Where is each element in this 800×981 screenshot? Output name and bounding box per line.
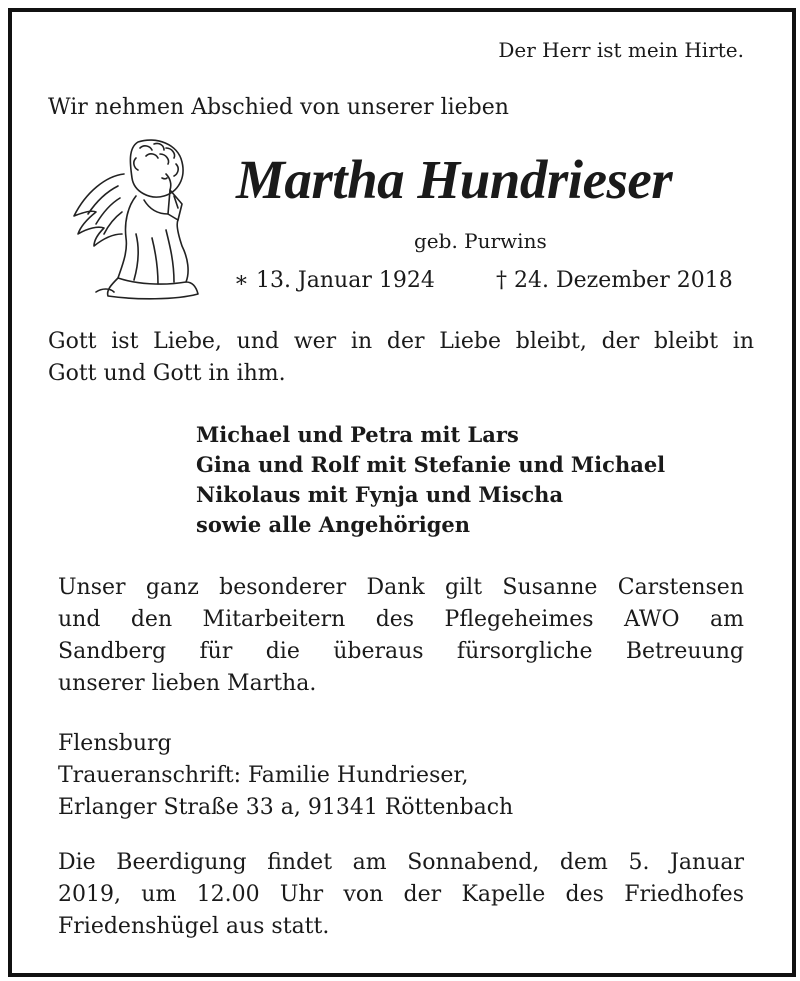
bible-verse (48, 326, 754, 390)
funeral-info (58, 847, 744, 943)
death-date: † 24. Dezember 2018 (496, 268, 733, 293)
thanks-line: Sandberg für die überaus fürsorgliche Betreuung (58, 639, 744, 664)
praying-angel-icon (66, 134, 206, 304)
intro-text: Wir nehmen Abschied von unserer lieben (48, 95, 509, 120)
verse-line: Gott und Gott in ihm. (48, 361, 286, 386)
address-line: Traueranschrift: Familie Hundrieser, (58, 763, 469, 788)
address-city: Flensburg (58, 731, 172, 756)
mourner-line: Nikolaus mit Fynja und Mischa (196, 482, 564, 507)
funeral-line: 2019, um 12.00 Uhr von der Kapelle des Friedhofes (58, 882, 744, 907)
motto: Der Herr ist mein Hirte. (498, 38, 744, 62)
birth-date: ∗ 13. Januar 1924 (234, 268, 435, 293)
deceased-name: Martha Hundrieser (236, 149, 673, 210)
thanks-line: Unser ganz besonderer Dank gilt Susanne Carstensen (58, 575, 744, 600)
verse-line: Gott ist Liebe, und wer in der Liebe bleibt, der bleibt in (48, 329, 754, 354)
mourning-address (58, 728, 513, 824)
funeral-line: Friedenshügel aus statt. (58, 914, 330, 939)
maiden-name: geb. Purwins (414, 229, 547, 253)
mourners-list (196, 420, 665, 540)
funeral-line: Die Beerdigung findet am Sonnabend, dem 5. Januar (58, 850, 744, 875)
thanks-paragraph (58, 572, 744, 700)
address-line: Erlanger Straße 33 a, 91341 Röttenbach (58, 795, 514, 820)
mourner-line: Michael und Petra mit Lars (196, 422, 519, 447)
thanks-line: unserer lieben Martha. (58, 671, 317, 696)
mourner-line: sowie alle Angehörigen (196, 512, 471, 537)
thanks-line: und den Mitarbeitern des Pflegeheimes AWO am (58, 607, 744, 632)
mourner-line: Gina und Rolf mit Stefanie und Michael (196, 452, 666, 477)
